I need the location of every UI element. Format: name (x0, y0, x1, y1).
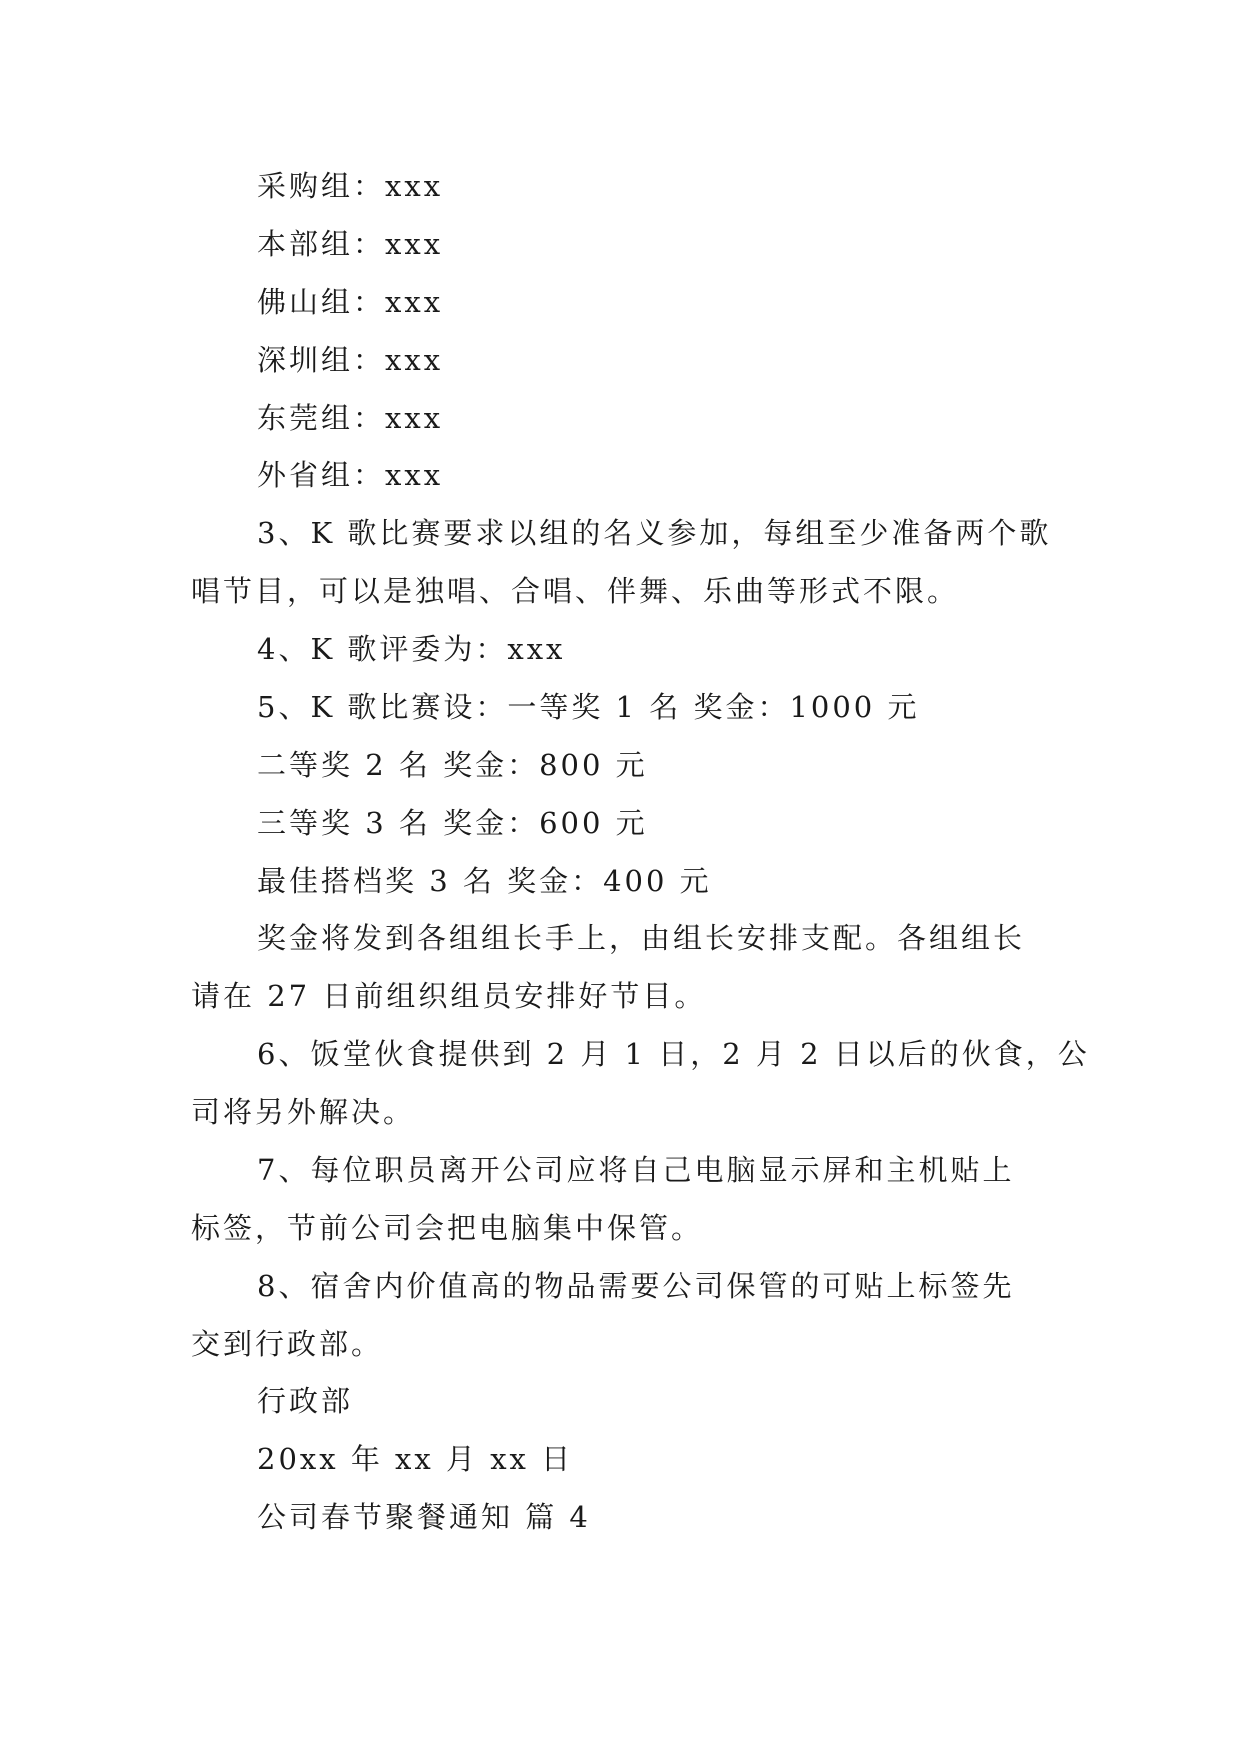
second-prize: 二等奖 2 名 奖金：800 元 (257, 748, 648, 782)
group-shenzhen: 深圳组：xxx (257, 343, 444, 377)
item-6-line-1: 6、饭堂伙食提供到 2 月 1 日，2 月 2 日以后的伙食，公 (257, 1037, 1090, 1071)
group-foshan: 佛山组：xxx (257, 285, 444, 319)
item-7-line-1: 7、每位职员离开公司应将自己电脑显示屏和主机贴上 (257, 1153, 1015, 1187)
signature-department: 行政部 (257, 1384, 354, 1418)
item-6-line-2: 司将另外解决。 (191, 1095, 416, 1129)
item-7-line-2: 标签，节前公司会把电脑集中保管。 (191, 1211, 704, 1245)
item-3-line-1: 3、K 歌比赛要求以组的名义参加，每组至少准备两个歌 (257, 516, 1052, 550)
item-5-first-prize: 5、K 歌比赛设：一等奖 1 名 奖金：1000 元 (257, 690, 920, 724)
prize-note-line-2: 请在 27 日前组织组员安排好节目。 (191, 979, 707, 1013)
group-purchasing: 采购组：xxx (257, 169, 444, 203)
signature-date: 20xx 年 xx 月 xx 日 (257, 1442, 574, 1476)
group-dongguan: 东莞组：xxx (257, 401, 444, 435)
prize-note-line-1: 奖金将发到各组组长手上，由组长安排支配。各组组长 (257, 921, 1026, 955)
group-out-of-province: 外省组：xxx (257, 458, 444, 492)
item-3-line-2: 唱节目，可以是独唱、合唱、伴舞、乐曲等形式不限。 (191, 574, 960, 608)
best-partner-prize: 最佳搭档奖 3 名 奖金：400 元 (257, 864, 712, 898)
group-headquarters: 本部组：xxx (257, 227, 444, 261)
item-4-judges: 4、K 歌评委为：xxx (257, 632, 566, 666)
next-section-heading: 公司春节聚餐通知 篇 4 (257, 1500, 591, 1534)
item-8-line-1: 8、宿舍内价值高的物品需要公司保管的可贴上标签先 (257, 1269, 1015, 1303)
item-8-line-2: 交到行政部。 (191, 1327, 384, 1361)
third-prize: 三等奖 3 名 奖金：600 元 (257, 806, 648, 840)
